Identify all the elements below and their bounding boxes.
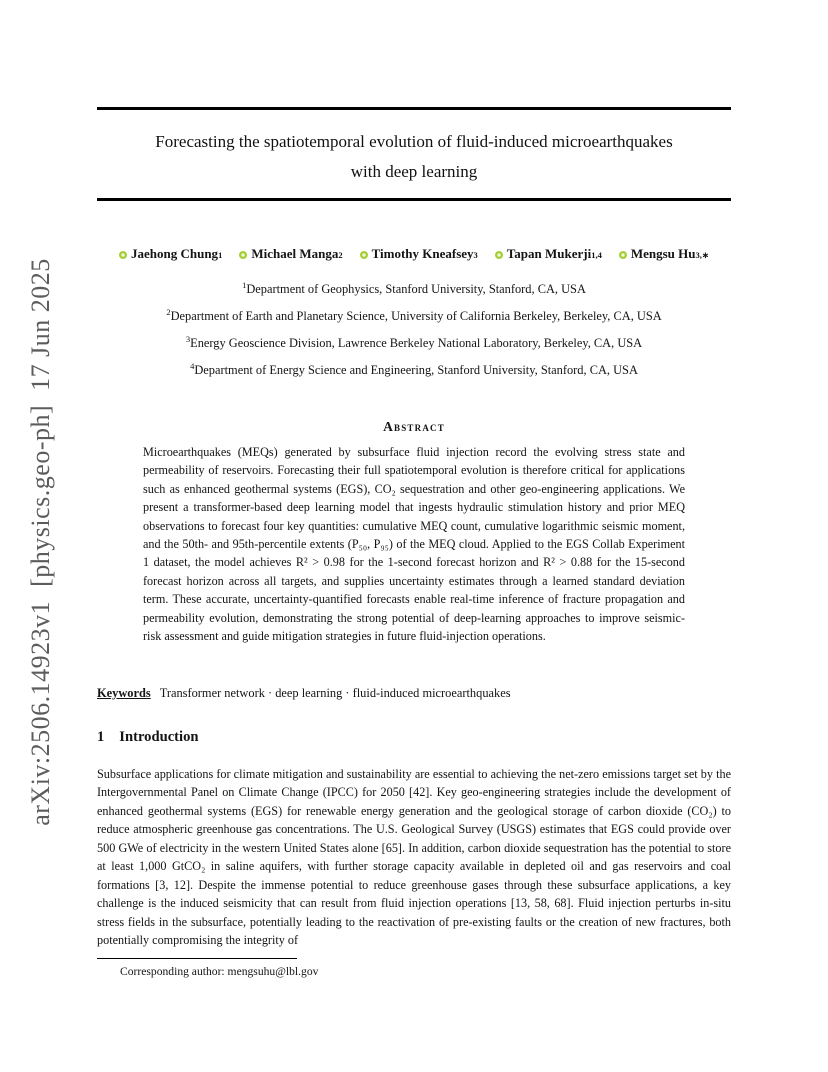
affiliation-superscript: 3 <box>185 334 191 345</box>
author-entry <box>239 246 342 262</box>
affiliation-text: Department of Geophysics, Stanford University, Stanford, CA, USA <box>246 282 586 297</box>
affiliation-text: Energy Geoscience Division, Lawrence Berkeley National Laboratory, Berkeley, CA, USA <box>190 336 643 351</box>
orcid-icon[interactable] <box>239 251 247 259</box>
orcid-icon[interactable] <box>495 251 503 259</box>
orcid-icon[interactable] <box>619 251 627 259</box>
affiliation-superscript: 4 <box>190 361 195 372</box>
author-entry <box>360 246 478 262</box>
footnote-rule <box>97 958 297 959</box>
affiliation-superscript: 1 <box>242 280 247 290</box>
section-number: 1 <box>97 729 105 745</box>
author-superscript: 3 <box>473 250 478 260</box>
author-superscript: 1,4 <box>591 250 602 260</box>
author-name: Michael Manga <box>251 246 339 261</box>
footnote-text: Corresponding author: mengsuhu@lbl.gov <box>120 965 319 979</box>
affiliation-text: Department of Energy Science and Engineering, Stanford University, Stanford, CA, USA <box>194 363 638 378</box>
author-name: Mengsu Hu <box>630 246 696 261</box>
author-row <box>97 246 731 262</box>
orcid-icon[interactable] <box>119 251 127 259</box>
arxiv-watermark-text: arXiv:2506.14923v1 [physics.geo-ph] 17 Jun 2025 <box>26 258 55 826</box>
author-superscript: 1 <box>218 250 223 260</box>
keywords-text: Transformer network · deep learning · fluid-induced microearthquakes <box>159 686 511 700</box>
affiliation-line <box>97 355 731 382</box>
author-entry <box>119 246 222 262</box>
author-name: Tapan Mukerji <box>506 246 592 261</box>
section-heading-introduction <box>97 729 199 746</box>
abstract-heading: Abstract <box>383 419 445 434</box>
affiliation-list <box>97 274 731 383</box>
title-rule-top <box>97 107 731 110</box>
keywords-line <box>97 686 731 701</box>
abstract-text: Microearthquakes (MEQs) generated by subsurface fluid injection record the evolving stress state and permeability of reservoirs. Forecasting their full spatiotemporal evolution is therefore critical for applications such as enhanced geothermal systems (EGS), CO₂ sequestration and other geo-engineering applications. We present a transformer-based deep learning model that ingests hydraulic stimulation history and prior MEQ observations to forecast four key quantities: cumulative MEQ count, cumulative logarithmic seismic moment, and the 50th- and 95th-percentile extents (P₅₀, P₉₅) of the MEQ cloud. Applied to the EGS Collab Experiment 1 dataset, the model achieves R² > 0.98 for the 1-second forecast horizon and R² > 0.88 for the 15-second forecast horizon across all targets, and supplies uncertainty estimates through a learned standard deviation term. These accurate, uncertainty-quantified forecasts enable real-time inference of fracture propagation and permeability evolution, demonstrating the strong potential of deep-learning approaches to improve seismic-risk assessment and guide mitigation strategies in future fluid-injection operations. <box>143 445 685 644</box>
introduction-paragraph: Subsurface applications for climate mitigation and sustainability are essential to achieving the net-zero emissions target set by the Intergovernmental Panel on Climate Change (IPCC) for 2050 [42]. Key geo-engineering strategies include the development of enhanced geothermal systems (EGS) for renewable energy generation and the geological storage of carbon dioxide (CO₂) to reduce atmospheric greenhouse gas concentrations. The U.S. Geological Survey (USGS) estimates that EGS could provide over 500 GWe of electricity in the western United States alone [65]. In addition, carbon dioxide sequestration has the potential to store at least 1,000 GtCO₂ in saline aquifers, with further storage capacity available in depleted oil and gas reservoirs and coal formations [3, 12]. Despite the immense potential to reduce greenhouse gases through these subsurface applications, a key challenge is the induced seismicity that can result from fluid injection operations [13, 58, 68]. Fluid injection perturbs in-situ stress fields in the subsurface, potentially leading to the reactivation of pre-existing faults or the creation of new fractures, both potentially compromising the integrity of <box>97 767 731 948</box>
paper-title-line1: Forecasting the spatiotemporal evolution of fluid-induced microearthquakes <box>155 132 673 151</box>
author-entry <box>495 246 602 262</box>
footnote <box>97 958 731 978</box>
author-name: Timothy Kneafsey <box>371 246 474 261</box>
affiliation-line <box>97 274 731 301</box>
section-title: Introduction <box>119 729 199 745</box>
affiliation-line <box>97 328 731 355</box>
author-superscript: 2 <box>338 250 343 260</box>
affiliation-line <box>97 301 731 328</box>
paper-title-line2: with deep learning <box>350 162 478 181</box>
affiliation-superscript: 2 <box>166 307 171 318</box>
title-rule-bottom <box>97 198 731 201</box>
affiliation-text: Department of Earth and Planetary Science, University of California Berkeley, Berkeley, CA, USA <box>170 309 662 324</box>
orcid-icon[interactable] <box>360 251 368 259</box>
author-name: Jaehong Chung <box>131 246 219 261</box>
paper-title <box>97 127 731 187</box>
author-entry <box>619 246 709 262</box>
keywords-label: Keywords <box>97 686 151 700</box>
author-superscript: 3,∗ <box>695 250 709 260</box>
